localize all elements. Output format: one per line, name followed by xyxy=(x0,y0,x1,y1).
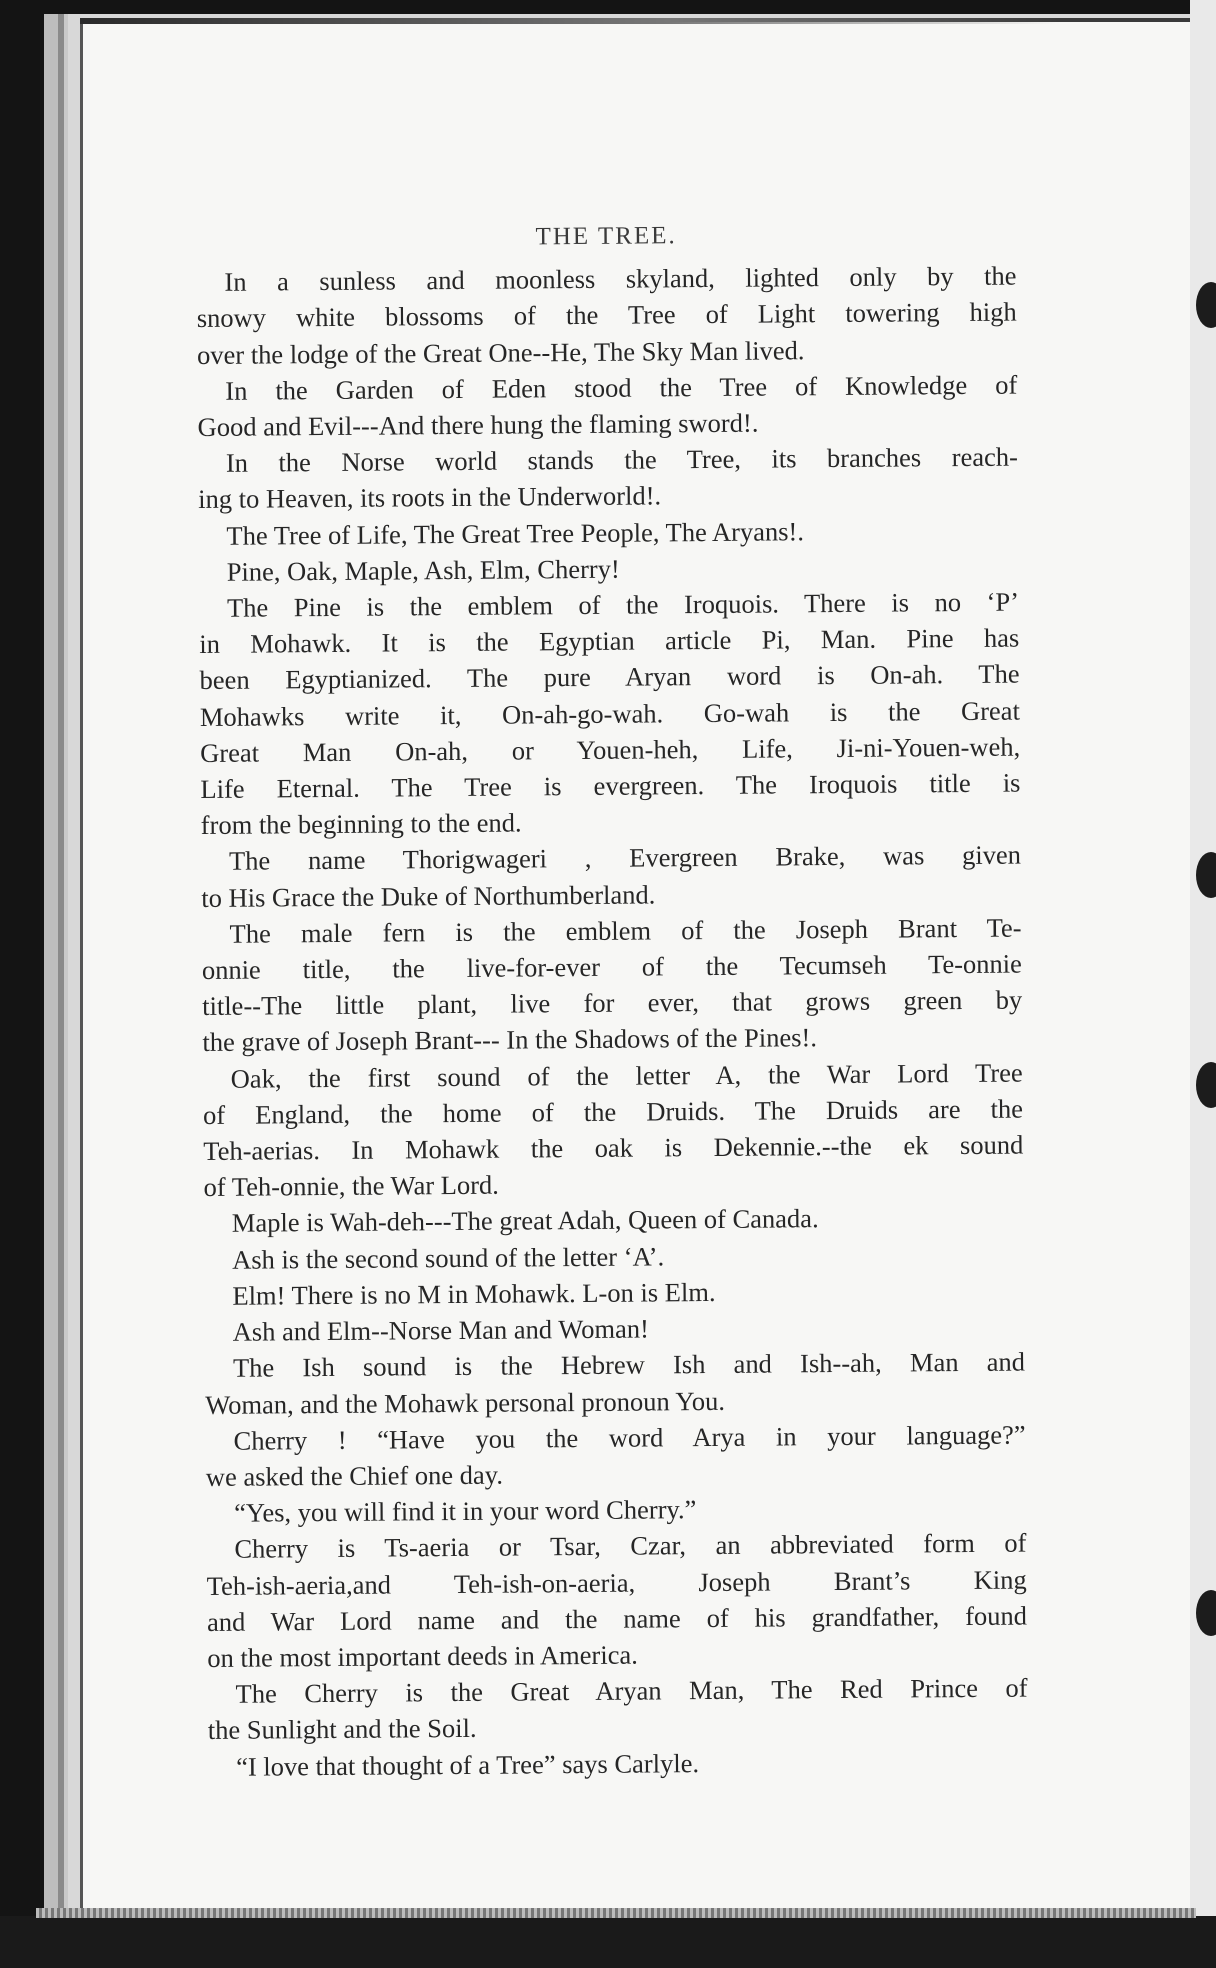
text-line: Elm! There is no M in Mohawk. L-on is Elm. xyxy=(232,1276,716,1311)
text-line: Pine, Oak, Maple, Ash, Elm, Cherry! xyxy=(226,553,620,587)
text-line: In a sunless and moonless skyland, lighted only by the xyxy=(224,260,1017,297)
text-line: been Egyptianized. The pure Aryan word is On-ah. The xyxy=(199,658,1020,696)
paragraph xyxy=(201,909,1022,1060)
page-body xyxy=(196,216,1028,1785)
text-line: ing to Heaven, its roots in the Underworld!. xyxy=(198,480,662,515)
paragraph xyxy=(196,258,1017,373)
text-line: the Sunlight and the Soil. xyxy=(207,1713,477,1746)
text-line: Teh-ish-aeria,and Teh-ish-on-aeria, Joseph Brant’s King xyxy=(206,1564,1027,1601)
text-line: “Yes, you will find it in your word Cherry.” xyxy=(234,1494,697,1528)
text-line: from the beginning to the end. xyxy=(200,807,522,841)
text-line: of England, the home of the Druids. The Druids are the xyxy=(202,1093,1024,1130)
text-line: snowy white blossoms of the Tree of Light towering high xyxy=(196,296,1017,334)
paragraph xyxy=(198,439,1019,518)
text-line: Mohawks write it, On-ah-go-wah. Go-wah is the Great xyxy=(199,695,1020,732)
text-line: The male fern is the emblem of the Joseph Brant Te- xyxy=(229,912,1022,949)
page-bottom-edge xyxy=(0,1916,1216,1968)
text-line: Woman, and the Mohawk personal pronoun You. xyxy=(205,1385,726,1420)
paragraph xyxy=(205,1416,1026,1495)
paragraph-list xyxy=(196,258,1028,1785)
text-line: of Teh-onnie, the War Lord. xyxy=(203,1169,499,1203)
paragraph xyxy=(197,366,1018,445)
text-line: The Pine is the emblem of the Iroquois. There is no ‘P’ xyxy=(226,586,1020,623)
text-line: to His Grace the Duke of Northumberland. xyxy=(201,879,656,913)
text-line: Ash is the second sound of the letter ‘A’. xyxy=(232,1241,665,1275)
text-line: the grave of Joseph Brant--- In the Shadows of the Pines!. xyxy=(202,1022,818,1058)
text-line: Oak, the first sound of the letter A, the War Lord Tree xyxy=(230,1057,1023,1094)
text-line: Great Man On-ah, or Youen-heh, Life, Ji-ni-Youen-weh, xyxy=(200,731,1021,768)
paragraph xyxy=(205,1344,1026,1423)
paragraph xyxy=(201,837,1022,916)
text-line: The Cherry is the Great Aryan Man, The Red Prince of xyxy=(235,1672,1028,1709)
text-line: and War Lord name and the name of his grandfather, found xyxy=(206,1600,1028,1637)
text-line: “I love that thought of a Tree” says Carlyle. xyxy=(236,1747,700,1782)
text-line: Cherry is Ts-aeria or Tsar, Czar, an abbreviated form of xyxy=(234,1527,1027,1565)
text-line: In the Garden of Eden stood the Tree of Knowledge of xyxy=(225,369,1018,406)
paragraph xyxy=(208,1742,1028,1785)
text-line: In the Norse world stands the Tree, its branches reach- xyxy=(225,441,1018,478)
text-line: we asked the Chief one day. xyxy=(205,1459,504,1492)
text-line: Teh-aerias. In Mohawk the oak is Dekennie.--the ek sound xyxy=(203,1129,1024,1167)
text-line: title--The little plant, live for ever, that grows green by xyxy=(202,984,1023,1022)
text-line: Good and Evil---And there hung the flaming sword!. xyxy=(197,407,759,443)
text-line: onnie title, the live-for-ever of the Tecumseh Te-onnie xyxy=(201,948,1022,986)
text-line: The Ish sound is the Hebrew Ish and Ish--ah, Man and xyxy=(232,1346,1026,1384)
paragraph xyxy=(207,1670,1028,1749)
text-line: over the lodge of the Great One--He, The Sky Man lived. xyxy=(196,334,805,370)
paragraph xyxy=(199,584,1021,844)
text-line: The name Thorigwageri , Evergreen Brake, was given xyxy=(228,839,1022,877)
text-line: Maple is Wah-deh---The great Adah, Queen of Canada. xyxy=(231,1203,819,1239)
text-line: Cherry ! “Have you the word Arya in your language?” xyxy=(233,1419,1026,1456)
text-line: Ash and Elm--Norse Man and Woman! xyxy=(232,1313,649,1347)
paragraph xyxy=(206,1525,1027,1676)
text-line: Life Eternal. The Tree is evergreen. The Iroquois title is xyxy=(200,767,1021,805)
text-line: on the most important deeds in America. xyxy=(207,1639,638,1673)
text-line: in Mohawk. It is the Egyptian article Pi, Man. Pine has xyxy=(199,622,1020,660)
page-title: THE TREE. xyxy=(535,222,677,251)
text-line: The Tree of Life, The Great Tree People, The Aryans!. xyxy=(226,515,805,551)
paragraph xyxy=(203,1054,1024,1205)
